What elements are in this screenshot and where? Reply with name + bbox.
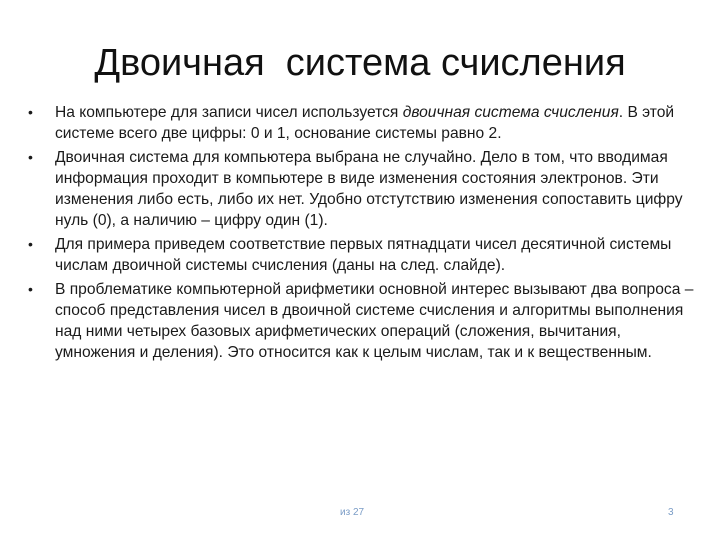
bullet-marker: • xyxy=(28,281,33,297)
bullet-item xyxy=(28,147,704,231)
bullet-marker: • xyxy=(28,236,33,252)
bullet-text: В проблематике компьютерной арифметики основной интерес вызывают два вопроса – способ представления чисел в двоичной системе счисления и алгоритмы выполнения над ними четырех базовых арифметических операций (сложения, вычитания, умножения и деления). Это относится как к целым числам, так и к вещественным. xyxy=(55,281,694,361)
bullet-text: Двоичная система для компьютера выбрана не случайно. Дело в том, что вводимая информация проходит в компьютере в виде изменения состояния электронов. Эти изменения либо есть, либо их нет. Удобно отстутствию изменения сопоставить цифру нуль (0), а наличию – цифру один (1). xyxy=(55,149,683,229)
emphasized-term: двоичная система счисления xyxy=(402,104,619,121)
bullet-item xyxy=(28,102,704,144)
page-number: 3 xyxy=(668,507,674,518)
bullet-list xyxy=(28,102,704,366)
bullet-text-end: . В этой системе всего две цифры: 0 и 1, основание системы равно 2. xyxy=(55,104,675,142)
bullet-text: Для примера приведем соответствие первых пятнадцати чисел десятичной системы числам двоичной системы счисления (даны на след. слайде). xyxy=(55,236,672,274)
bullet-item xyxy=(28,234,704,276)
bullet-text xyxy=(55,104,674,142)
slide-count-footer: из 27 xyxy=(340,507,365,518)
bullet-text-start: На компьютере для записи чисел используется xyxy=(55,104,403,121)
bullet-item xyxy=(28,279,704,363)
bullet-marker: • xyxy=(28,149,33,165)
bullet-marker: • xyxy=(28,104,33,120)
slide-title: Двоичная система счисления xyxy=(94,42,626,84)
